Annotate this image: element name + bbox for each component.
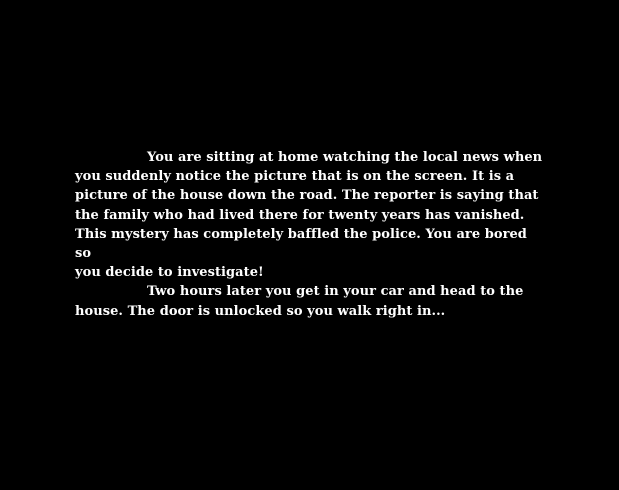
story-paragraph-2: Two hours later you get in your car and head to the house. The door is unlocked so you walk right in... [75, 284, 524, 319]
story-paragraph-1: You are sitting at home watching the local news when you suddenly notice the picture that is on the screen. It is a picture of the house down the road. The reporter is saying that the family who had lived there for twenty years has vanished. This mystery has completely baffled the police. You are bored so you decide to investigate! [75, 150, 543, 281]
story-text [75, 148, 545, 321]
